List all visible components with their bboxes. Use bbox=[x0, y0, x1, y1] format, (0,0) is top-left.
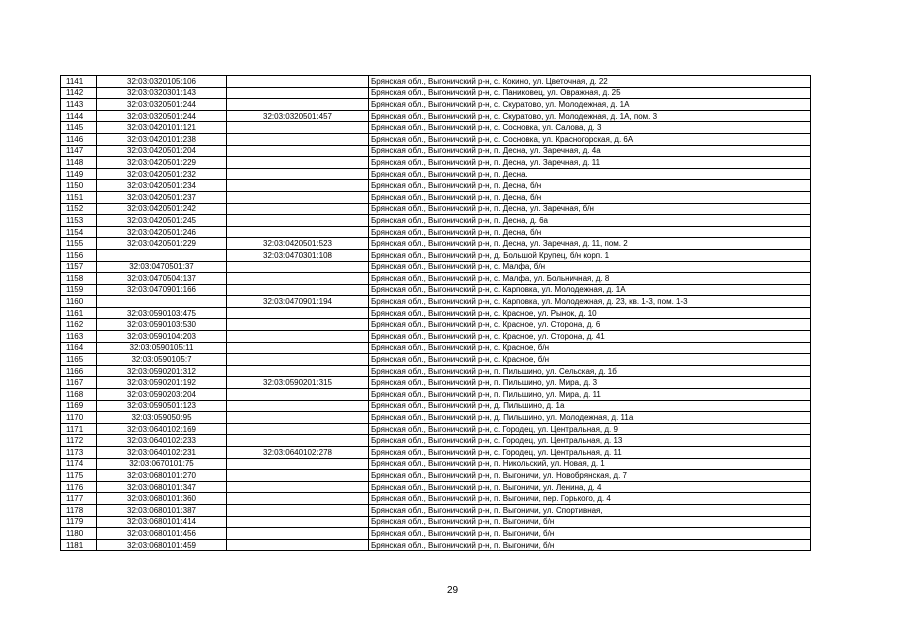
sub-cadastral-number-cell bbox=[227, 470, 369, 482]
cadastral-number-cell: 32:03:0420501:232 bbox=[97, 168, 227, 180]
sub-cadastral-number-cell bbox=[227, 319, 369, 331]
address-cell: Брянская обл., Выгоничский р-н, с. Городец, ул. Центральная, д. 11 bbox=[369, 447, 811, 459]
row-number-cell: 1141 bbox=[61, 76, 97, 88]
address-cell: Брянская обл., Выгоничский р-н, п. Никольский, ул. Новая, д. 1 bbox=[369, 458, 811, 470]
row-number-cell: 1156 bbox=[61, 249, 97, 261]
address-cell: Брянская обл., Выгоничский р-н, с. Городец, ул. Центральная, д. 9 bbox=[369, 423, 811, 435]
table-row bbox=[61, 528, 811, 540]
row-number-cell: 1180 bbox=[61, 528, 97, 540]
row-number-cell: 1160 bbox=[61, 296, 97, 308]
sub-cadastral-number-cell bbox=[227, 76, 369, 88]
sub-cadastral-number-cell: 32:03:0470901:194 bbox=[227, 296, 369, 308]
address-cell: Брянская обл., Выгоничский р-н, с. Малфа, ул. Больничная, д. 8 bbox=[369, 273, 811, 285]
cadastral-number-cell: 32:03:0420501:237 bbox=[97, 191, 227, 203]
sub-cadastral-number-cell bbox=[227, 261, 369, 273]
row-number-cell: 1179 bbox=[61, 516, 97, 528]
table-row bbox=[61, 342, 811, 354]
row-number-cell: 1145 bbox=[61, 122, 97, 134]
cadastral-number-cell: 32:03:0590105:7 bbox=[97, 354, 227, 366]
row-number-cell: 1166 bbox=[61, 365, 97, 377]
table-row bbox=[61, 145, 811, 157]
row-number-cell: 1147 bbox=[61, 145, 97, 157]
table-row bbox=[61, 504, 811, 516]
cadastral-number-cell: 32:03:0420101:121 bbox=[97, 122, 227, 134]
sub-cadastral-number-cell bbox=[227, 122, 369, 134]
sub-cadastral-number-cell bbox=[227, 516, 369, 528]
row-number-cell: 1146 bbox=[61, 133, 97, 145]
table-row bbox=[61, 447, 811, 459]
row-number-cell: 1154 bbox=[61, 226, 97, 238]
table-row bbox=[61, 458, 811, 470]
cadastral-number-cell: 32:03:0680101:347 bbox=[97, 481, 227, 493]
address-cell: Брянская обл., Выгоничский р-н, с. Сосновка, ул. Красногорская, д. 6А bbox=[369, 133, 811, 145]
address-cell: Брянская обл., Выгоничский р-н, п. Десна, б/н bbox=[369, 180, 811, 192]
row-number-cell: 1176 bbox=[61, 481, 97, 493]
row-number-cell: 1168 bbox=[61, 389, 97, 401]
sub-cadastral-number-cell bbox=[227, 400, 369, 412]
address-cell: Брянская обл., Выгоничский р-н, с. Карповка, ул. Молодежная, д. 1А bbox=[369, 284, 811, 296]
table-row bbox=[61, 331, 811, 343]
address-cell: Брянская обл., Выгоничский р-н, п. Выгоничи, ул. Ленина, д. 4 bbox=[369, 481, 811, 493]
row-number-cell: 1144 bbox=[61, 110, 97, 122]
address-cell: Брянская обл., Выгоничский р-н, с. Городец, ул. Центральная, д. 13 bbox=[369, 435, 811, 447]
registry-table-body bbox=[61, 76, 811, 551]
sub-cadastral-number-cell bbox=[227, 180, 369, 192]
table-row bbox=[61, 412, 811, 424]
table-row bbox=[61, 133, 811, 145]
address-cell: Брянская обл., Выгоничский р-н, с. Красное, ул. Сторона, д. 41 bbox=[369, 331, 811, 343]
table-row bbox=[61, 99, 811, 111]
sub-cadastral-number-cell bbox=[227, 423, 369, 435]
sub-cadastral-number-cell bbox=[227, 504, 369, 516]
address-cell: Брянская обл., Выгоничский р-н, с. Красное, ул. Сторона, д. 6 bbox=[369, 319, 811, 331]
address-cell: Брянская обл., Выгоничский р-н, с. Карповка, ул. Молодежная, д. 23, кв. 1-3, пом. 1-3 bbox=[369, 296, 811, 308]
cadastral-number-cell: 32:03:0470501:37 bbox=[97, 261, 227, 273]
sub-cadastral-number-cell: 32:03:0320501:457 bbox=[227, 110, 369, 122]
table-row bbox=[61, 168, 811, 180]
address-cell: Брянская обл., Выгоничский р-н, д. Пильшино, д. 1а bbox=[369, 400, 811, 412]
table-row bbox=[61, 365, 811, 377]
sub-cadastral-number-cell: 32:03:0640102:278 bbox=[227, 447, 369, 459]
sub-cadastral-number-cell bbox=[227, 481, 369, 493]
table-row bbox=[61, 377, 811, 389]
row-number-cell: 1142 bbox=[61, 87, 97, 99]
cadastral-number-cell: 32:03:0670101:75 bbox=[97, 458, 227, 470]
cadastral-number-cell: 32:03:0320501:244 bbox=[97, 110, 227, 122]
cadastral-number-cell: 32:03:0470504:137 bbox=[97, 273, 227, 285]
cadastral-number-cell: 32:03:0590501:123 bbox=[97, 400, 227, 412]
cadastral-number-cell: 32:03:0640102:233 bbox=[97, 435, 227, 447]
cadastral-number-cell: 32:03:0420501:246 bbox=[97, 226, 227, 238]
address-cell: Брянская обл., Выгоничский р-н, с. Малфа, б/н bbox=[369, 261, 811, 273]
sub-cadastral-number-cell bbox=[227, 168, 369, 180]
row-number-cell: 1177 bbox=[61, 493, 97, 505]
address-cell: Брянская обл., Выгоничский р-н, с. Красное, б/н bbox=[369, 342, 811, 354]
row-number-cell: 1169 bbox=[61, 400, 97, 412]
table-row bbox=[61, 470, 811, 482]
cadastral-number-cell: 32:03:0590104:203 bbox=[97, 331, 227, 343]
table-row bbox=[61, 215, 811, 227]
row-number-cell: 1148 bbox=[61, 157, 97, 169]
address-cell: Брянская обл., Выгоничский р-н, с. Красное, ул. Рынок, д. 10 bbox=[369, 307, 811, 319]
address-cell: Брянская обл., Выгоничский р-н, п. Выгоничи, ул. Спортивная, bbox=[369, 504, 811, 516]
address-cell: Брянская обл., Выгоничский р-н, с. Скуратово, ул. Молодежная, д. 1А bbox=[369, 99, 811, 111]
sub-cadastral-number-cell bbox=[227, 331, 369, 343]
table-row bbox=[61, 122, 811, 134]
table-row bbox=[61, 423, 811, 435]
address-cell: Брянская обл., Выгоничский р-н, п. Десна, ул. Заречная, д. 11, пом. 2 bbox=[369, 238, 811, 250]
row-number-cell: 1143 bbox=[61, 99, 97, 111]
cadastral-number-cell: 32:03:0420501:229 bbox=[97, 157, 227, 169]
row-number-cell: 1153 bbox=[61, 215, 97, 227]
table-row bbox=[61, 238, 811, 250]
row-number-cell: 1174 bbox=[61, 458, 97, 470]
cadastral-number-cell: 32:03:0320301:143 bbox=[97, 87, 227, 99]
table-row bbox=[61, 180, 811, 192]
address-cell: Брянская обл., Выгоничский р-н, п. Пильшино, ул. Сельская, д. 1б bbox=[369, 365, 811, 377]
row-number-cell: 1151 bbox=[61, 191, 97, 203]
address-cell: Брянская обл., Выгоничский р-н, с. Сосновка, ул. Салова, д. 3 bbox=[369, 122, 811, 134]
row-number-cell: 1164 bbox=[61, 342, 97, 354]
cadastral-number-cell: 32:03:0420101:238 bbox=[97, 133, 227, 145]
row-number-cell: 1181 bbox=[61, 539, 97, 551]
table-row bbox=[61, 261, 811, 273]
sub-cadastral-number-cell bbox=[227, 215, 369, 227]
sub-cadastral-number-cell bbox=[227, 284, 369, 296]
sub-cadastral-number-cell bbox=[227, 528, 369, 540]
cadastral-number-cell: 32:03:0590105:11 bbox=[97, 342, 227, 354]
cadastral-number-cell: 32:03:059050:95 bbox=[97, 412, 227, 424]
address-cell: Брянская обл., Выгоничский р-н, п. Десна, б/н bbox=[369, 226, 811, 238]
sub-cadastral-number-cell bbox=[227, 412, 369, 424]
sub-cadastral-number-cell bbox=[227, 365, 369, 377]
address-cell: Брянская обл., Выгоничский р-н, п. Выгоничи, б/н bbox=[369, 539, 811, 551]
row-number-cell: 1163 bbox=[61, 331, 97, 343]
sub-cadastral-number-cell bbox=[227, 435, 369, 447]
cadastral-number-cell: 32:03:0680101:270 bbox=[97, 470, 227, 482]
table-row bbox=[61, 110, 811, 122]
cadastral-number-cell: 32:03:0470901:166 bbox=[97, 284, 227, 296]
page-number: 29 bbox=[446, 585, 459, 596]
row-number-cell: 1170 bbox=[61, 412, 97, 424]
row-number-cell: 1155 bbox=[61, 238, 97, 250]
sub-cadastral-number-cell bbox=[227, 458, 369, 470]
table-row bbox=[61, 389, 811, 401]
sub-cadastral-number-cell bbox=[227, 389, 369, 401]
row-number-cell: 1161 bbox=[61, 307, 97, 319]
table-row bbox=[61, 273, 811, 285]
table-row bbox=[61, 307, 811, 319]
address-cell: Брянская обл., Выгоничский р-н, п. Десна. bbox=[369, 168, 811, 180]
table-row bbox=[61, 354, 811, 366]
table-row bbox=[61, 539, 811, 551]
cadastral-number-cell: 32:03:0680101:387 bbox=[97, 504, 227, 516]
sub-cadastral-number-cell: 32:03:0470301:108 bbox=[227, 249, 369, 261]
address-cell: Брянская обл., Выгоничский р-н, п. Пильшино, ул. Мира, д. 11 bbox=[369, 389, 811, 401]
sub-cadastral-number-cell bbox=[227, 539, 369, 551]
sub-cadastral-number-cell bbox=[227, 307, 369, 319]
cadastral-number-cell bbox=[97, 249, 227, 261]
cadastral-number-cell: 32:03:0590203:204 bbox=[97, 389, 227, 401]
address-cell: Брянская обл., Выгоничский р-н, п. Десна, ул. Заречная, д. 4а bbox=[369, 145, 811, 157]
row-number-cell: 1178 bbox=[61, 504, 97, 516]
sub-cadastral-number-cell bbox=[227, 99, 369, 111]
table-row bbox=[61, 203, 811, 215]
address-cell: Брянская обл., Выгоничский р-н, п. Десна, ул. Заречная, д. 11 bbox=[369, 157, 811, 169]
address-cell: Брянская обл., Выгоничский р-н, д. Большой Крупец, б/н корп. 1 bbox=[369, 249, 811, 261]
address-cell: Брянская обл., Выгоничский р-н, п. Десна, ул. Заречная, б/н bbox=[369, 203, 811, 215]
cadastral-number-cell: 32:03:0420501:245 bbox=[97, 215, 227, 227]
cadastral-number-cell: 32:03:0420501:204 bbox=[97, 145, 227, 157]
address-cell: Брянская обл., Выгоничский р-н, п. Выгоничи, пер. Горького, д. 4 bbox=[369, 493, 811, 505]
cadastral-number-cell: 32:03:0420501:242 bbox=[97, 203, 227, 215]
table-row bbox=[61, 435, 811, 447]
row-number-cell: 1172 bbox=[61, 435, 97, 447]
row-number-cell: 1158 bbox=[61, 273, 97, 285]
cadastral-number-cell: 32:03:0420501:229 bbox=[97, 238, 227, 250]
registry-table bbox=[60, 75, 811, 551]
cadastral-number-cell: 32:03:0680101:360 bbox=[97, 493, 227, 505]
row-number-cell: 1152 bbox=[61, 203, 97, 215]
sub-cadastral-number-cell bbox=[227, 226, 369, 238]
row-number-cell: 1150 bbox=[61, 180, 97, 192]
row-number-cell: 1165 bbox=[61, 354, 97, 366]
table-row bbox=[61, 157, 811, 169]
table-row bbox=[61, 400, 811, 412]
address-cell: Брянская обл., Выгоничский р-н, п. Десна, б/н bbox=[369, 191, 811, 203]
address-cell: Брянская обл., Выгоничский р-н, с. Кокино, ул. Цветочная, д. 22 bbox=[369, 76, 811, 88]
address-cell: Брянская обл., Выгоничский р-н, д. Пильшино, ул. Молодежная, д. 11а bbox=[369, 412, 811, 424]
sub-cadastral-number-cell bbox=[227, 354, 369, 366]
cadastral-number-cell: 32:03:0320105:106 bbox=[97, 76, 227, 88]
address-cell: Брянская обл., Выгоничский р-н, п. Десна, д. 6а bbox=[369, 215, 811, 227]
table-row bbox=[61, 296, 811, 308]
row-number-cell: 1159 bbox=[61, 284, 97, 296]
table-row bbox=[61, 87, 811, 99]
cadastral-number-cell: 32:03:0590201:192 bbox=[97, 377, 227, 389]
row-number-cell: 1149 bbox=[61, 168, 97, 180]
cadastral-number-cell: 32:03:0420501:234 bbox=[97, 180, 227, 192]
row-number-cell: 1175 bbox=[61, 470, 97, 482]
table-row bbox=[61, 284, 811, 296]
row-number-cell: 1173 bbox=[61, 447, 97, 459]
cadastral-number-cell: 32:03:0680101:414 bbox=[97, 516, 227, 528]
sub-cadastral-number-cell bbox=[227, 133, 369, 145]
sub-cadastral-number-cell: 32:03:0590201:315 bbox=[227, 377, 369, 389]
sub-cadastral-number-cell bbox=[227, 203, 369, 215]
address-cell: Брянская обл., Выгоничский р-н, с. Паниковец, ул. Овражная, д. 25 bbox=[369, 87, 811, 99]
cadastral-number-cell: 32:03:0640102:169 bbox=[97, 423, 227, 435]
row-number-cell: 1157 bbox=[61, 261, 97, 273]
cadastral-number-cell bbox=[97, 296, 227, 308]
table-row bbox=[61, 493, 811, 505]
sub-cadastral-number-cell: 32:03:0420501:523 bbox=[227, 238, 369, 250]
row-number-cell: 1171 bbox=[61, 423, 97, 435]
cadastral-number-cell: 32:03:0320501:244 bbox=[97, 99, 227, 111]
table-row bbox=[61, 516, 811, 528]
table-row bbox=[61, 76, 811, 88]
table-row bbox=[61, 191, 811, 203]
cadastral-number-cell: 32:03:0680101:459 bbox=[97, 539, 227, 551]
sub-cadastral-number-cell bbox=[227, 342, 369, 354]
row-number-cell: 1162 bbox=[61, 319, 97, 331]
address-cell: Брянская обл., Выгоничский р-н, с. Красное, б/н bbox=[369, 354, 811, 366]
cadastral-number-cell: 32:03:0590103:530 bbox=[97, 319, 227, 331]
sub-cadastral-number-cell bbox=[227, 145, 369, 157]
cadastral-number-cell: 32:03:0680101:456 bbox=[97, 528, 227, 540]
address-cell: Брянская обл., Выгоничский р-н, п. Выгоничи, ул. Новобрянская, д. 7 bbox=[369, 470, 811, 482]
sub-cadastral-number-cell bbox=[227, 157, 369, 169]
cadastral-number-cell: 32:03:0640102:231 bbox=[97, 447, 227, 459]
sub-cadastral-number-cell bbox=[227, 493, 369, 505]
sub-cadastral-number-cell bbox=[227, 273, 369, 285]
address-cell: Брянская обл., Выгоничский р-н, п. Выгоничи, б/н bbox=[369, 528, 811, 540]
sub-cadastral-number-cell bbox=[227, 191, 369, 203]
table-row bbox=[61, 319, 811, 331]
sub-cadastral-number-cell bbox=[227, 87, 369, 99]
cadastral-number-cell: 32:03:0590201:312 bbox=[97, 365, 227, 377]
row-number-cell: 1167 bbox=[61, 377, 97, 389]
address-cell: Брянская обл., Выгоничский р-н, п. Пильшино, ул. Мира, д. 3 bbox=[369, 377, 811, 389]
address-cell: Брянская обл., Выгоничский р-н, с. Скуратово, ул. Молодежная, д. 1А, пом. 3 bbox=[369, 110, 811, 122]
table-row bbox=[61, 481, 811, 493]
cadastral-number-cell: 32:03:0590103:475 bbox=[97, 307, 227, 319]
address-cell: Брянская обл., Выгоничский р-н, п. Выгоничи, б/н bbox=[369, 516, 811, 528]
table-row bbox=[61, 249, 811, 261]
table-row bbox=[61, 226, 811, 238]
